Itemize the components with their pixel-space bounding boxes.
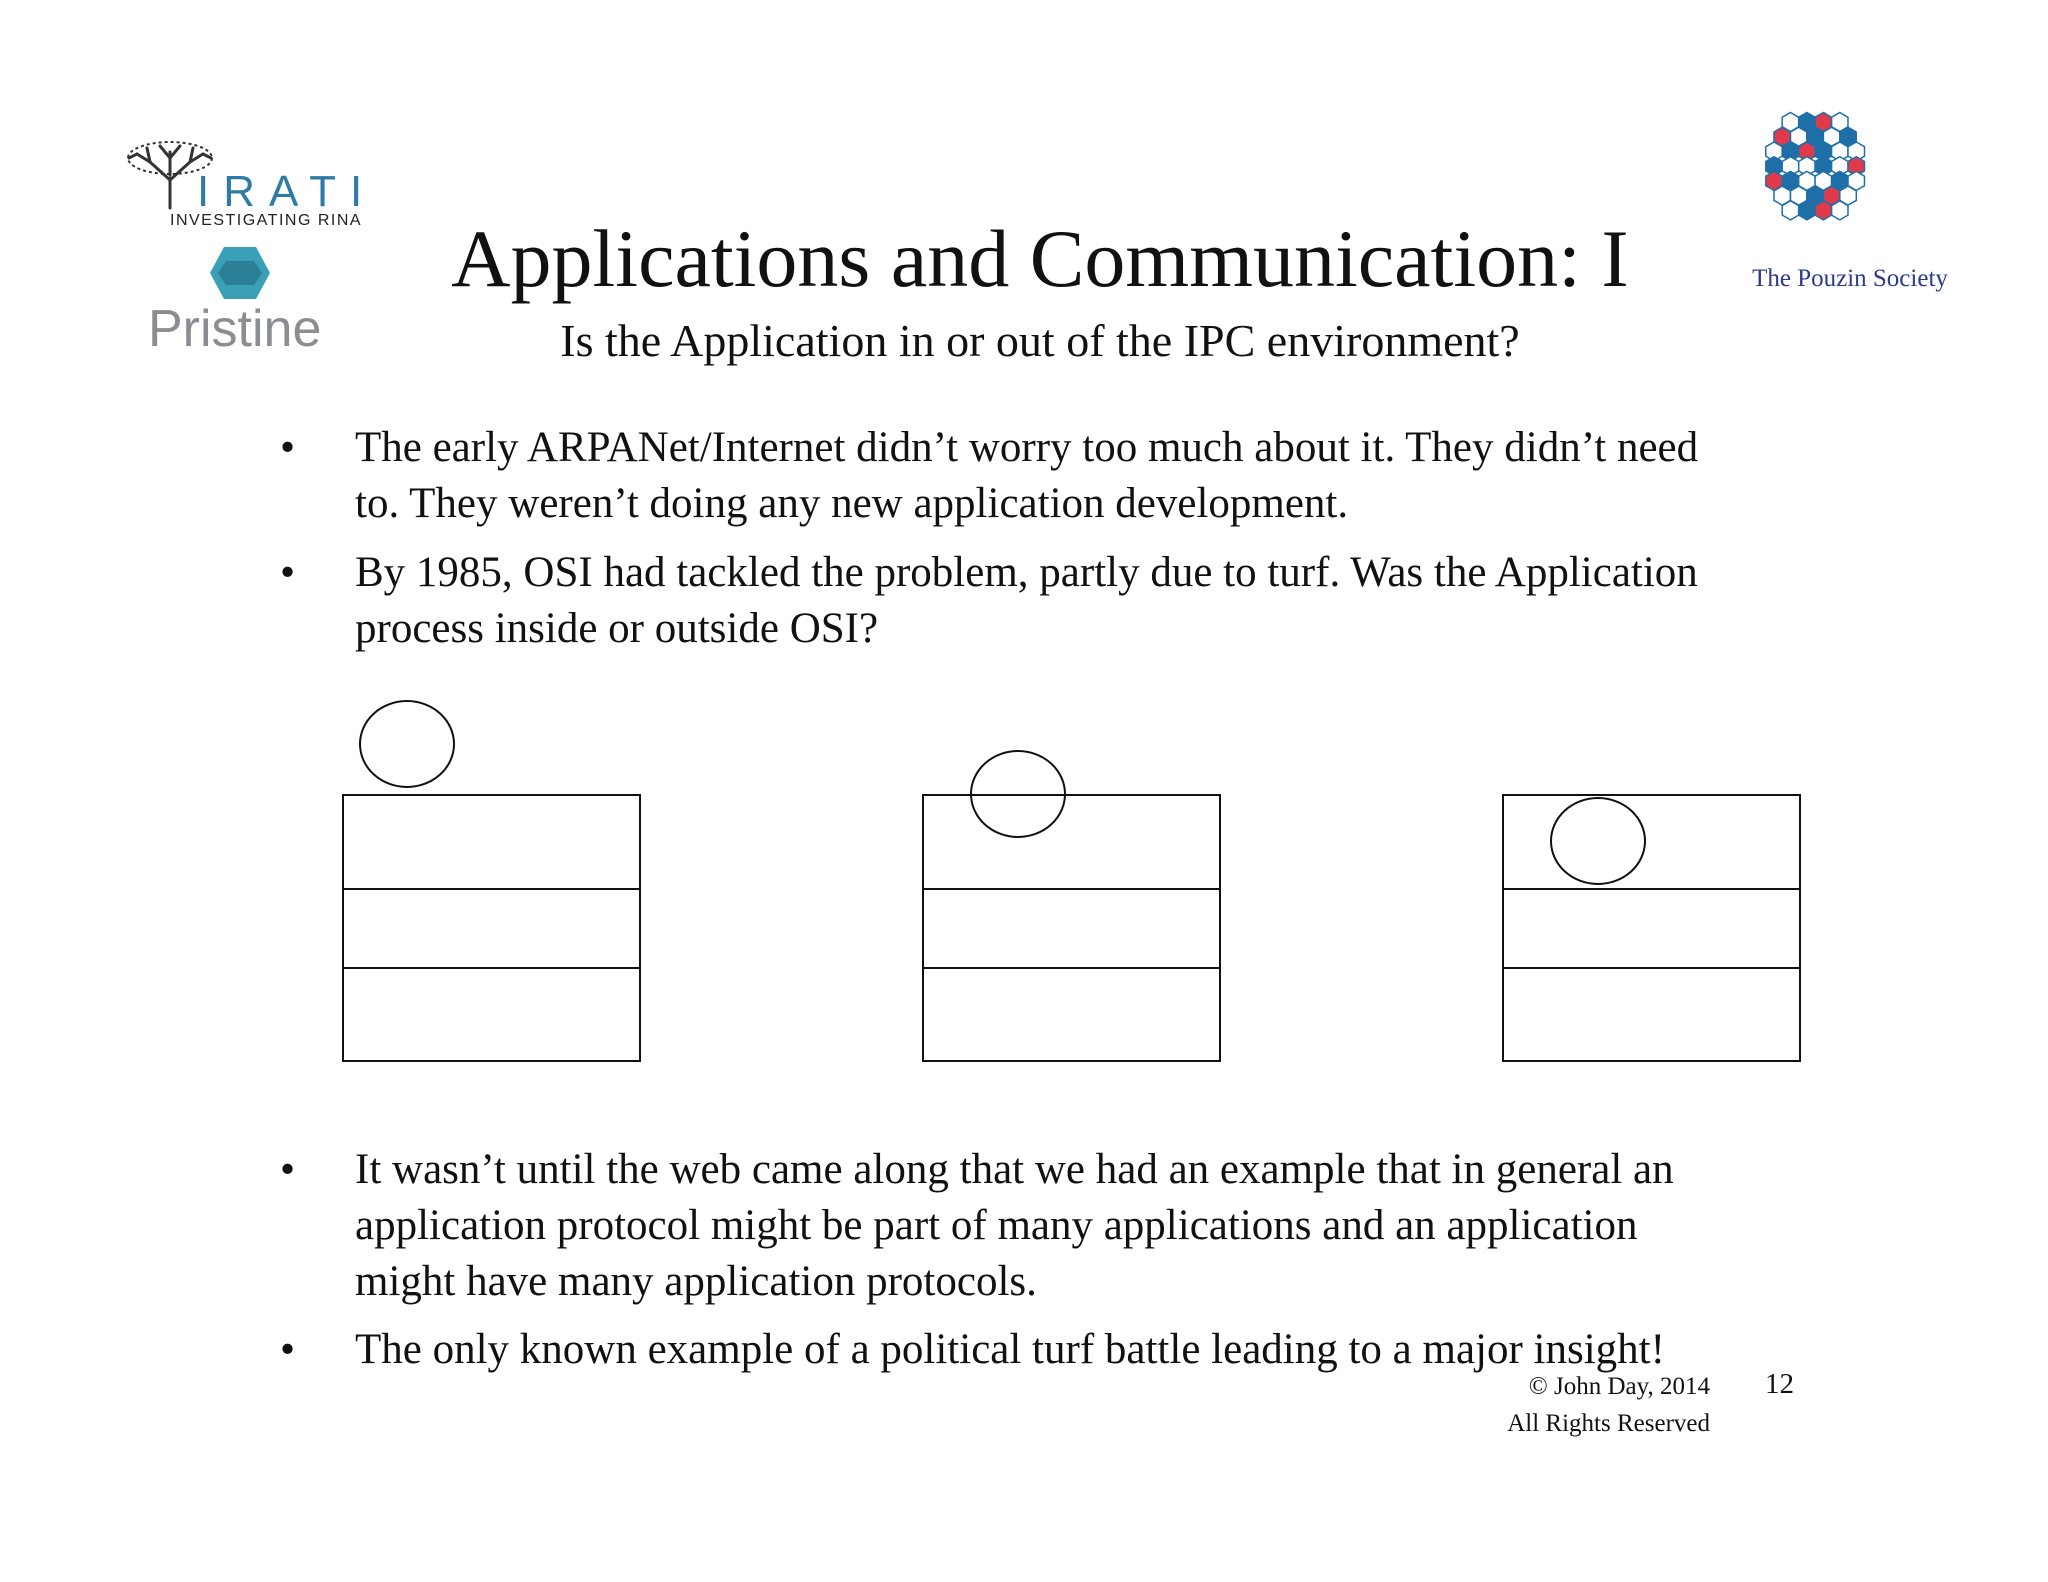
irati-name: IRATI xyxy=(197,167,377,216)
bullet-line: process inside or outside OSI? xyxy=(355,605,879,652)
bullet-item xyxy=(280,545,1860,657)
stack-outside xyxy=(343,701,640,1061)
stack-box xyxy=(923,795,1220,1061)
bullet-line: The early ARPANet/Internet didn’t worry too much about it. They didn’t need xyxy=(355,424,1699,471)
bullet-line: to. They weren’t doing any new application development. xyxy=(355,480,1349,527)
bullet-dot: • xyxy=(280,549,296,596)
copyright-line: All Rights Reserved xyxy=(1507,1410,1710,1437)
slide-subtitle: Is the Application in or out of the IPC environment? xyxy=(560,315,1520,366)
pristine-name: Pristine xyxy=(148,300,322,358)
bullet-item xyxy=(280,1142,1860,1310)
bullet-line: By 1985, OSI had tackled the problem, partly due to turf. Was the Application xyxy=(355,549,1698,596)
bullet-item xyxy=(280,420,1860,532)
bullet-line: It wasn’t until the web came along that we had an example that in general an xyxy=(355,1146,1674,1193)
copyright-line: © John Day, 2014 xyxy=(1528,1373,1710,1400)
copyright xyxy=(1420,1368,1710,1442)
stack-straddling xyxy=(923,751,1220,1061)
pouzin-society-name: The Pouzin Society xyxy=(1752,265,1948,292)
application-circle xyxy=(1551,798,1645,884)
bullet-dot: • xyxy=(280,1326,296,1373)
bullet-line: The only known example of a political turf battle leading to a major insight! xyxy=(355,1326,1665,1373)
slide-title: Applications and Communication: I xyxy=(451,213,1629,304)
stack-box xyxy=(1503,795,1800,1061)
hex-cell xyxy=(1815,201,1832,220)
bullet-line: might have many application protocols. xyxy=(355,1258,1037,1305)
bullet-dot: • xyxy=(280,424,296,471)
stack-inside xyxy=(1503,795,1800,1061)
osi-stack-diagram xyxy=(330,695,1830,1075)
application-circle xyxy=(360,701,454,787)
bullet-line: application protocol might be part of many applications and an application xyxy=(355,1202,1638,1249)
stack-box xyxy=(343,795,640,1061)
hex-cell xyxy=(1799,201,1815,220)
page-number: 12 xyxy=(1765,1368,1794,1400)
hex-cell xyxy=(1832,201,1848,220)
irati-tagline: INVESTIGATING RINA xyxy=(170,212,363,229)
hexagon-icon xyxy=(208,245,272,301)
bullet-dot: • xyxy=(280,1146,296,1193)
